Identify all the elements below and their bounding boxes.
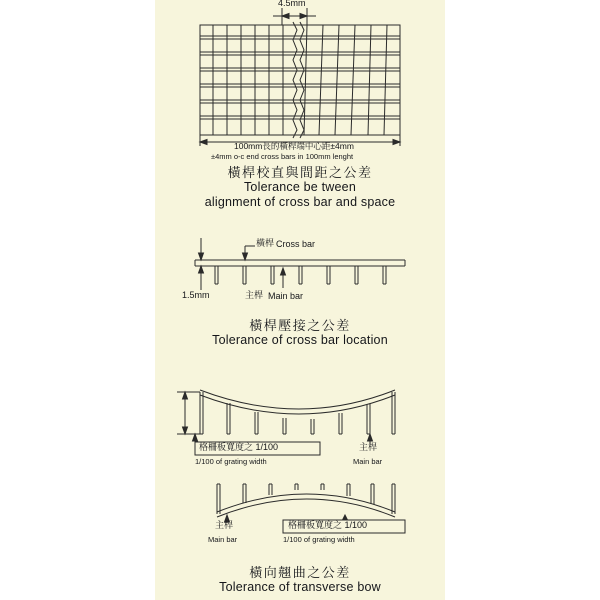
figure-cross-bar-alignment <box>155 0 445 165</box>
dimension-oc-cn: 100mm長的橫桿端中心距±4mm <box>234 141 354 151</box>
label-main-bar-en-top: Main bar <box>353 457 383 466</box>
caption-figure-2-en: Tolerance of cross bar location <box>212 333 388 347</box>
caption-figure-3-cn: 橫向翹曲之公差 <box>249 565 351 580</box>
label-main-bar-cn: 主桿 <box>245 290 264 300</box>
label-main-bar-cn-bottom: 主桿 <box>215 520 234 530</box>
label-main-bar-en: Main bar <box>268 291 304 301</box>
label-grating-width-cn-bottom: 格柵板寬度之 1/100 <box>288 520 368 530</box>
dimension-1-5mm: 1.5mm <box>182 290 210 300</box>
caption-figure-1-en-2: alignment of cross bar and space <box>204 195 396 209</box>
label-grating-width-cn-top: 格柵板寬度之 1/100 <box>199 442 279 452</box>
label-main-bar-cn-top: 主桿 <box>359 442 378 452</box>
figure-cross-bar-location <box>155 228 445 318</box>
label-cross-bar-cn: 橫桿 <box>256 238 275 248</box>
label-cross-bar-en: Cross bar <box>276 239 316 249</box>
caption-figure-2-cn: 橫桿壓接之公差 <box>249 318 351 333</box>
caption-figure-1 <box>155 165 445 210</box>
caption-figure-2 <box>155 318 445 348</box>
dimension-oc-en: ±4mm o-c end cross bars in 100mm lenght <box>211 152 354 161</box>
caption-figure-3-en: Tolerance of transverse bow <box>219 580 381 594</box>
figure-3-drawing <box>155 372 445 562</box>
dimension-4-5mm: 4.5mm <box>278 0 306 8</box>
caption-figure-1-en-1: Tolerance be tween <box>243 180 356 194</box>
caption-figure-1-cn: 橫桿校直與間距之公差 <box>227 165 373 180</box>
figure-transverse-bow <box>155 372 445 562</box>
label-grating-width-en-bottom: 1/100 of grating width <box>283 535 355 544</box>
label-main-bar-en-bottom: Main bar <box>208 535 238 544</box>
caption-figure-3 <box>155 565 445 595</box>
label-grating-width-en-top: 1/100 of grating width <box>195 457 267 466</box>
